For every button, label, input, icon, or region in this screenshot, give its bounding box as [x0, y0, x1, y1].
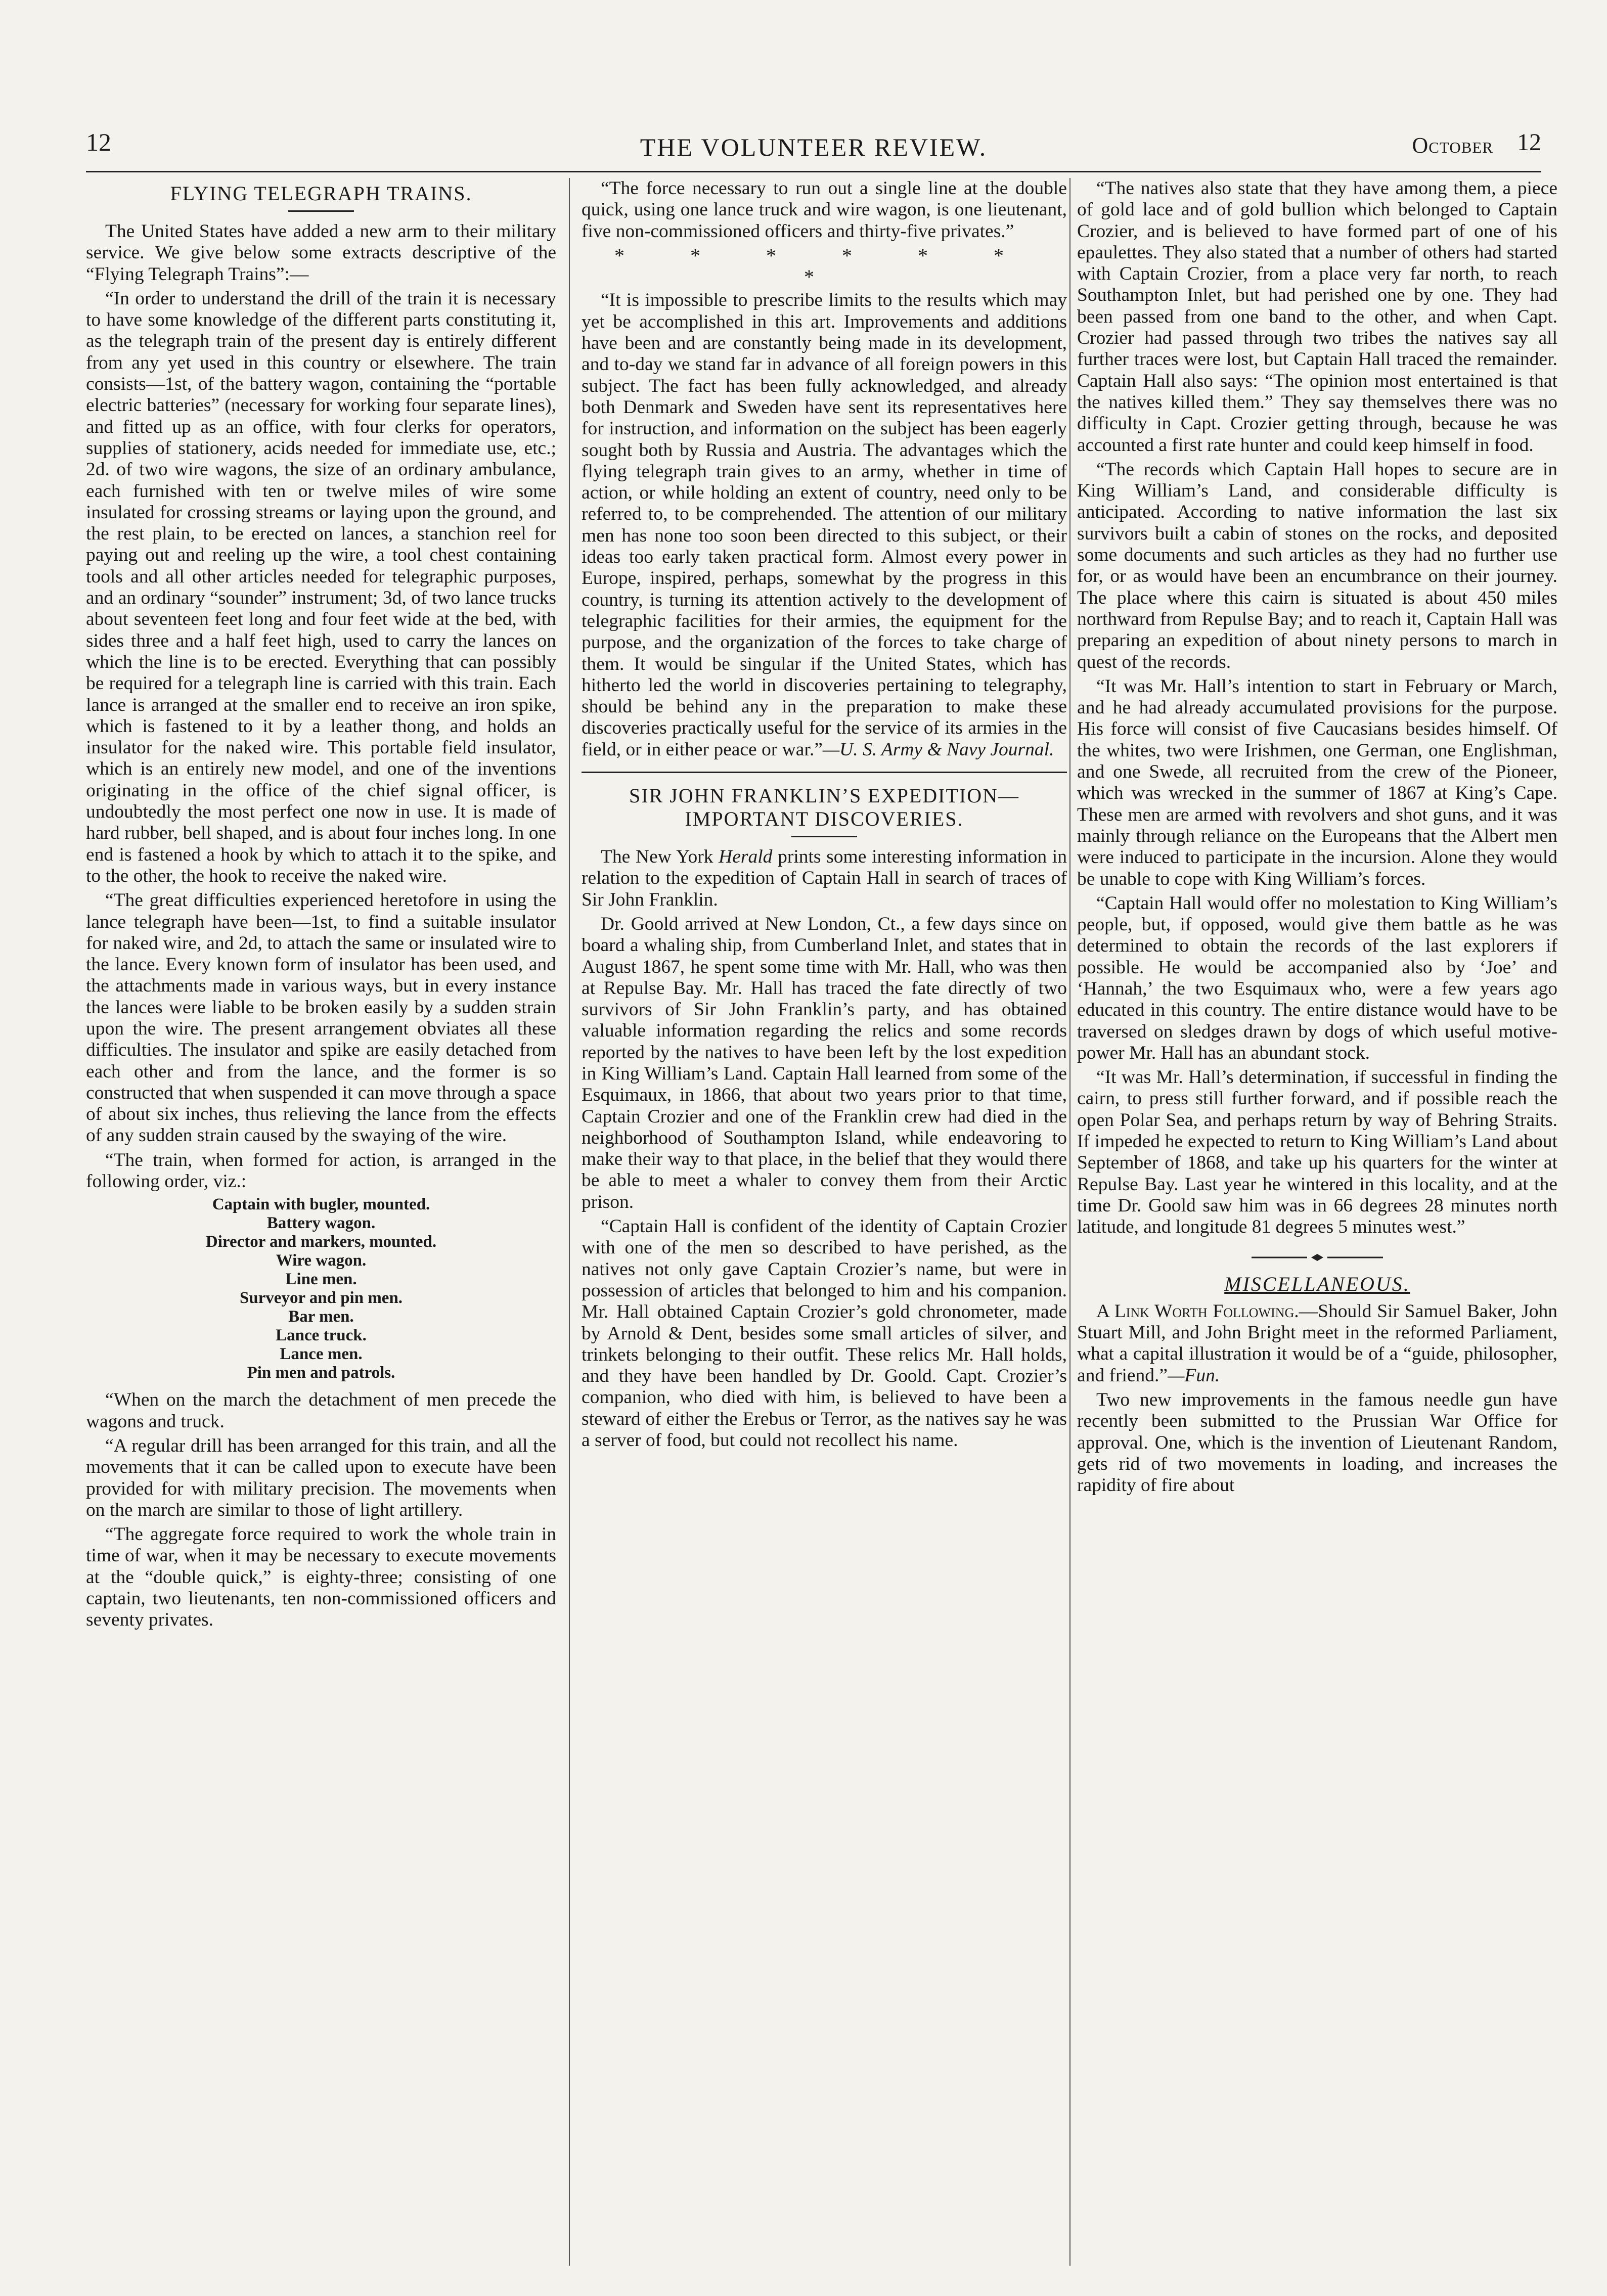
article-heading: FLYING TELEGRAPH TRAINS.	[170, 182, 472, 205]
list-item: Battery wagon.	[266, 1214, 376, 1233]
article-paragraph: “The records which Captain Hall hopes to secure are in King William’s Land, and considerable difficulty is anticipated. According to native information the last six survivors built a cabin of stones on the rocks, and deposited some documents and such articles as they had no further use for, or as would have been an encumbrance on their journey. The place where this cairn is situated is about 450 miles northward from Repulse Bay; and to reach it, Captain Hall was preparing an expedition of about ninety persons to march in quest of the records.	[1077, 459, 1557, 672]
column-2	[582, 178, 1067, 2266]
misc-item	[1077, 1301, 1557, 1386]
page-header	[86, 127, 1541, 168]
ornament-icon	[1252, 1252, 1383, 1263]
heading-rule	[791, 836, 857, 837]
journal-title: THE VOLUNTEER REVIEW.	[640, 133, 988, 161]
column-1	[86, 178, 556, 2266]
misc-item-text: —Should Sir Samuel Baker, John Stuart Mill, and John Bright meet in the reformed Parliament, what a capital illustration it would be of a “guide, philosopher, and friend.”	[1077, 1300, 1557, 1386]
article-paragraph: “The force necessary to run out a single line at the double quick, using one lance truck and wire wagon, is one lieutenant, five non-commissioned officers and thirty-five privates.”	[582, 178, 1067, 242]
misc-item: Two new improvements in the famous needle gun have recently been submitted to the Prussian War Office for approval. One, which is the invention of Lieutenant Random, gets rid of two movements in loading, and increases the rapidity of fire about	[1077, 1389, 1557, 1496]
article-paragraph: “Captain Hall is confident of the identity of Captain Crozier with one of the men so described to have perished, as the natives not only gave Captain Crozier’s name, but were in possession of articles that belonged to him and his companion. Mr. Hall obtained Captain Crozier’s gold chronometer, made by Arnold & Dent, besides some small articles of silver, and trinkets belonging to their outfit. These relics Mr. Hall holds, and they have been handled by Dr. Goold. Capt. Crozier’s companion, who died with him, is believed to have been a steward of either the Erebus or Terror, as the natives say he was a server of food, but could not recollect his name.	[582, 1216, 1067, 1451]
article-paragraph: “A regular drill has been arranged for this train, and all the movements that it can be called upon to execute have been provided for with military precision. The movements when on the march are similar to those of light artillery.	[86, 1435, 556, 1520]
article-paragraph: “The aggregate force required to work the whole train in time of war, when it may be necessary to execute movements at the “double quick,” is eighty-three; consisting of one captain, two lieutenants, ten non-commissioned officers and seventy privates.	[86, 1524, 556, 1631]
list-item: Captain with bugler, mounted.	[212, 1195, 430, 1214]
column-divider	[1069, 178, 1070, 2266]
article-heading: MISCELLANEOUS.	[1224, 1272, 1410, 1295]
newspaper-name: Herald	[719, 846, 773, 868]
list-item: Surveyor and pin men.	[239, 1289, 403, 1308]
list-item: Lance truck.	[276, 1326, 367, 1345]
article-paragraph: Dr. Goold arrived at New London, Ct., a few days since on board a whaling ship, from Cumberland Inlet, and states that in August 1867, he spent some time with Mr. Hall, who was then at Repulse Bay. Mr. Hall has traced the fate directly of two survivors of Sir John Franklin’s party, and has obtained valuable information regarding the relics and some records reported by the natives to have been left by the lost expedition in King William’s Land. Captain Hall learned from some of the Esquimaux, in 1866, that about two years prior to that time, Captain Crozier and one of the Franklin crew had died in the neighborhood of Southampton Island, while endeavoring to make their way to that place, in the belief that they would there be able to meet a whaler to convey them from their Arctic prison.	[582, 913, 1067, 1212]
page-number: 12	[86, 128, 111, 156]
issue-month: October	[1412, 133, 1493, 158]
article-paragraph: “The great difficulties experienced heretofore in using the lance telegraph have been—1st, to find a suitable insulator for naked wire, and 2d, to attach the same or insulated wire to the lance. Every known form of insulator has been used, and the attachments made in various ways, but in every instance the lances were liable to be broken easily by a sudden strain upon the wire. The present arrangement obviates all these difficulties. The insulator and spike are easily detached from each other and from the lance, and the former is so constructed that when suspended it can move through a space of about six inches, thus relieving the lance from the effects of any sudden strain caused by the swaying of the wire.	[86, 890, 556, 1146]
article-source: —U. S. Army & Navy Journal.	[822, 739, 1054, 760]
article-paragraph: “When on the march the detachment of men precede the wagons and truck.	[86, 1389, 556, 1432]
misc-item-lead: A Link Worth Following.	[1096, 1300, 1299, 1322]
article-separator	[582, 772, 1067, 773]
article-paragraph: “Captain Hall would offer no molestation to King William’s people, but, if opposed, would give them battle as he was determined to obtain the records of the last explorers if possible. He would be accompanied also by ‘Joe’ and ‘Hannah,’ the two Esquimaux who, were a few years ago educated in this country. The entire distance would have to be traversed on sledges drawn by dogs of which useful motive-power Mr. Hall has an abundant stock.	[1077, 892, 1557, 1063]
misc-item-source: —Fun.	[1168, 1365, 1220, 1386]
list-item: Lance men.	[280, 1345, 363, 1364]
article-paragraph: “It was Mr. Hall’s determination, if successful in finding the cairn, to press still further forward, and if possible reach the open Polar Sea, and perhaps return by way of Behring Straits. If impeded he expected to return to King William’s Land about September of 1868, and take up his quarters for the winter at Repulse Bay. Last year he wintered in this locality, and at the time Dr. Goold saw him was in 66 degrees 28 minutes north latitude, and longitude 81 degrees 5 minutes west.”	[1077, 1067, 1557, 1238]
article-paragraph	[582, 290, 1067, 760]
list-item: Line men.	[285, 1270, 357, 1289]
train-order-list	[86, 1195, 556, 1382]
article-paragraph: The United States have added a new arm to their military service. We give below some extracts descriptive of the “Flying Telegraph Trains”:—	[86, 221, 556, 285]
list-item: Wire wagon.	[276, 1251, 367, 1270]
article-paragraph: “In order to understand the drill of the train it is necessary to have some knowledge of the different parts constituting it, as the telegraph train of the present day is entirely different from any yet used in this country or elsewhere. The train consists—1st, of the battery wagon, containing the “portable electric batteries” (necessary for working four separate lines), and fitted up as an office, with four clerks for operators, supplies of stationery, acids needed for immediate use, etc.; 2d. of two wire wagons, the size of an ordinary ambulance, each furnished with ten or twelve miles of wire some insulated for crossing streams or laying upon the ground, and the rest plain, to be erected on lances, a stanchion reel for paying out and reeling up the wire, a tool chest containing tools and all other articles needed for telegraphic purposes, and an ordinary “sounder” instrument; 3d, of two lance trucks about seventeen feet long and four feet wide at the bed, with sides three and a half feet high, used to carry the lances on which the line is to be erected. Everything that can possibly be required for a telegraph line is carried with this train. Each lance is arranged at the smaller end to receive an iron spike, which is fastened to it by a leather thong, and holds an insulator for the naked wire. This portable field insulator, which is an entirely new model, and one of the inventions originating in the office of the chief signal officer, is undoubtedly the most perfect one now in use. It is made of hard rubber, bell shaped, and is about four inches long. In one end is fastened a hook by which to attach it to the spike, and to the other, the hook to receive the naked wire.	[86, 288, 556, 886]
intro-text: prints some interesting information in relation to the expedition of Captain Hall in search of traces of Sir John Franklin.	[582, 846, 1067, 910]
intro-text: The New York	[601, 846, 719, 868]
article-paragraph: “The train, when formed for action, is arranged in the following order, viz.:	[86, 1149, 556, 1192]
heading-rule	[288, 210, 354, 212]
ellipsis-divider: * * * * * * *	[614, 244, 1034, 289]
list-item: Pin men and patrols.	[247, 1364, 395, 1382]
header-rule	[86, 171, 1541, 172]
article-paragraph	[582, 846, 1067, 911]
column-divider	[569, 178, 570, 2266]
article-paragraph: “The natives also state that they have among them, a piece of gold lace and of gold bullion which belonged to Captain Crozier, and is believed to have formed part of one of his epaulettes. They also stated that a number of others had started with Captain Crozier, from a place very far north, to reach Southampton Inlet, but had perished one by one. They had been passed from one band to the other, and when Capt. Crozier had passed through two tribes the natives say all further traces were lost, but Captain Hall traced the remainder. Captain Hall also says: “The opinion most entertained is that the natives killed them.” They say themselves there was no difficulty in Capt. Crozier getting through, because he was accounted a first rate hunter and could keep himself in food.	[1077, 178, 1557, 456]
ornament-divider	[1077, 1246, 1557, 1268]
list-item: Bar men.	[288, 1308, 354, 1326]
article-heading: SIR JOHN FRANKLIN’S EXPEDITION—IMPORTANT DISCOVERIES.	[629, 784, 1019, 831]
issue-day: 12	[1517, 129, 1541, 156]
column-3	[1077, 178, 1557, 2266]
list-item: Director and markers, mounted.	[205, 1233, 437, 1251]
article-paragraph: “It was Mr. Hall’s intention to start in February or March, and he had already accumulated provisions for the purpose. His force will consist of five Caucasians besides himself. Of the whites, two were Irishmen, one German, one Englishman, and one Swede, all recruited from the crew of the Pioneer, which was wrecked in the summer of 1867 at King’s Cape. These men are armed with revolvers and shot guns, and it was mainly through reliance on the Europeans that the Albert men were induced to participate in the incursion. Alone they would be unable to cope with King William’s forces.	[1077, 676, 1557, 889]
closing-text: “It is impossible to prescribe limits to the results which may yet be accomplished in this art. Improvements and additions have been and are constantly being made in its development, and to-day we stand far in advance of all foreign powers in this subject. The fact has been fully acknowledged, and already both Denmark and Sweden have sent its representatives here for instruction, and information on the subject has been eagerly sought both by Russia and Austria. The advantages which the flying telegraph train gives to an army, whether in time of action, or while holding an extent of country, need only to be referred to, to be comprehended. The attention of our military men has none too soon been directed to this subject, or their ideas too early taken practical form. Almost every power in Europe, inspired, perhaps, somewhat by the progress in this country, is turning its attention actively to the development of telegraphic facilities for their armies, the equipment for the purpose, and the organization of the forces to take charge of them. It would be singular if the United States, which has hitherto led the world in discoveries pertaining to telegraphy, should be behind any in the preparation to make these discoveries practically useful for the service of its armies in the field, or in either peace or war.”	[582, 290, 1067, 760]
